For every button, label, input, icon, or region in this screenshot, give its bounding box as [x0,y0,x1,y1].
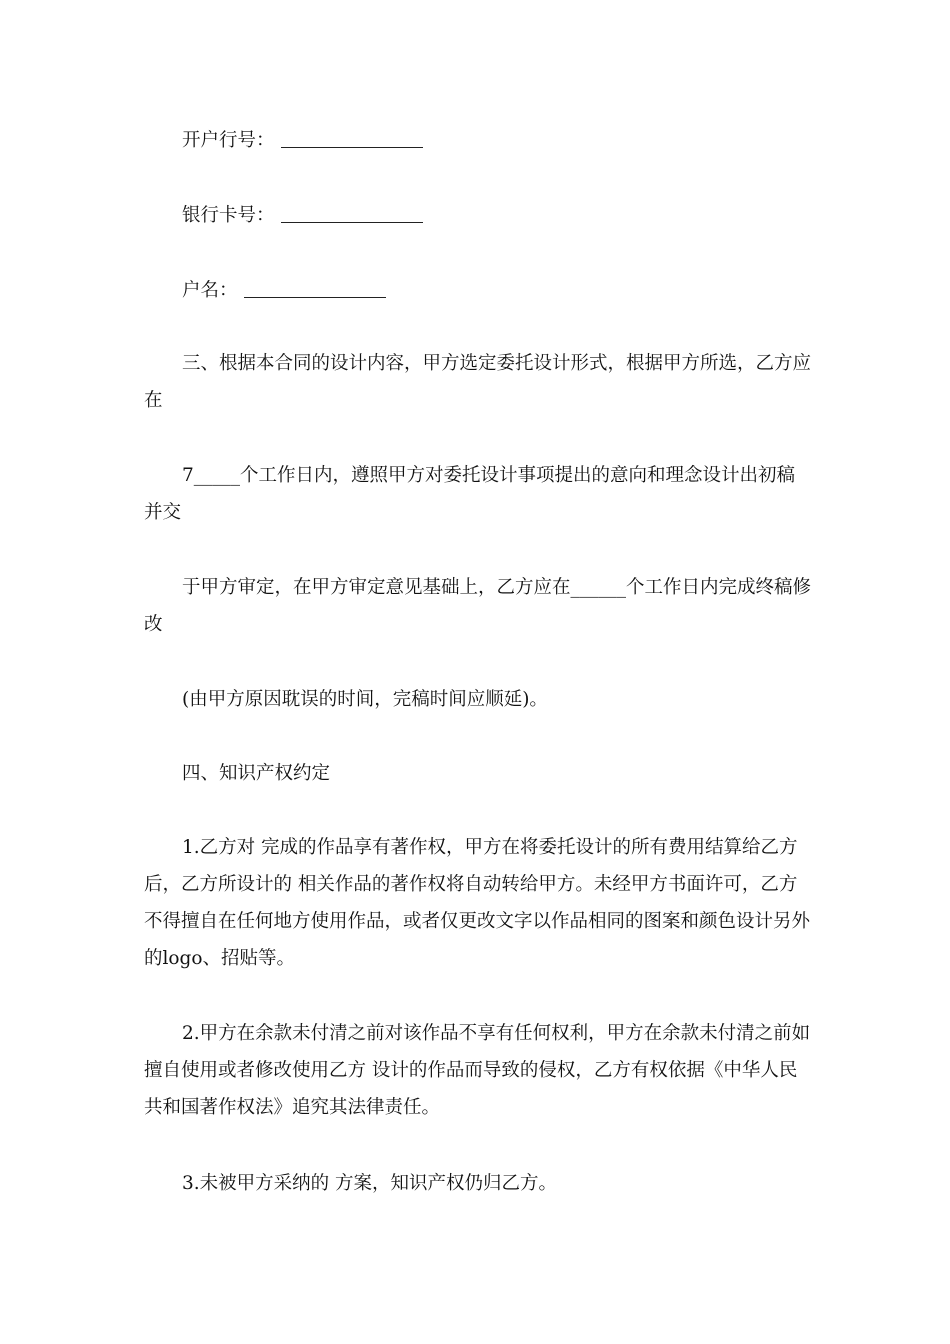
account-name-label: 户名： [182,280,238,301]
section4-item-2: 2.甲方在余款未付清之前对该作品不享有任何权利，甲方在余款未付清之前如擅自使用或者修改使用乙方 设计的作品而导致的侵权，乙方有权依据《中华人民共和国著作权法》追究其法律责任。 [144,1023,811,1118]
bank-number-blank [281,127,423,148]
bank-number-field [144,122,812,159]
section4-item-3: 3.未被甲方采纳的 方案，知识产权仍归乙方。 [182,1173,558,1194]
section4-heading: 四、知识产权约定 [182,763,331,784]
section3-paragraph-4: (由甲方原因耽误的时间，完稿时间应顺延)。 [182,689,548,710]
section3-paragraph-1: 三、根据本合同的设计内容，甲方选定委托设计形式，根据甲方所选，乙方应在 [144,353,812,411]
section4-item-1: 1.乙方对 完成的作品享有著作权，甲方在将委托设计的所有费用结算给乙方后，乙方所设计的 相关作品的著作权将自动转给甲方。未经甲方书面许可，乙方不得擅自在任何地方使用作品，或者仅更改文字以作品相同的图案和颜色设计另外的logo、招贴等。 [144,837,811,969]
section3-paragraph-3: 于甲方审定，在甲方审定意见基础上，乙方应在______个工作日内完成终稿修改 [144,577,812,635]
section3-paragraph-2: 7_____个工作日内，遵照甲方对委托设计事项提出的意向和理念设计出初稿并交 [144,465,796,523]
card-number-label: 银行卡号： [182,205,275,226]
card-number-blank [281,202,423,223]
bank-number-label: 开户行号： [182,130,275,151]
card-number-field [144,197,812,234]
account-name-field [144,272,812,309]
account-name-blank [244,277,386,298]
